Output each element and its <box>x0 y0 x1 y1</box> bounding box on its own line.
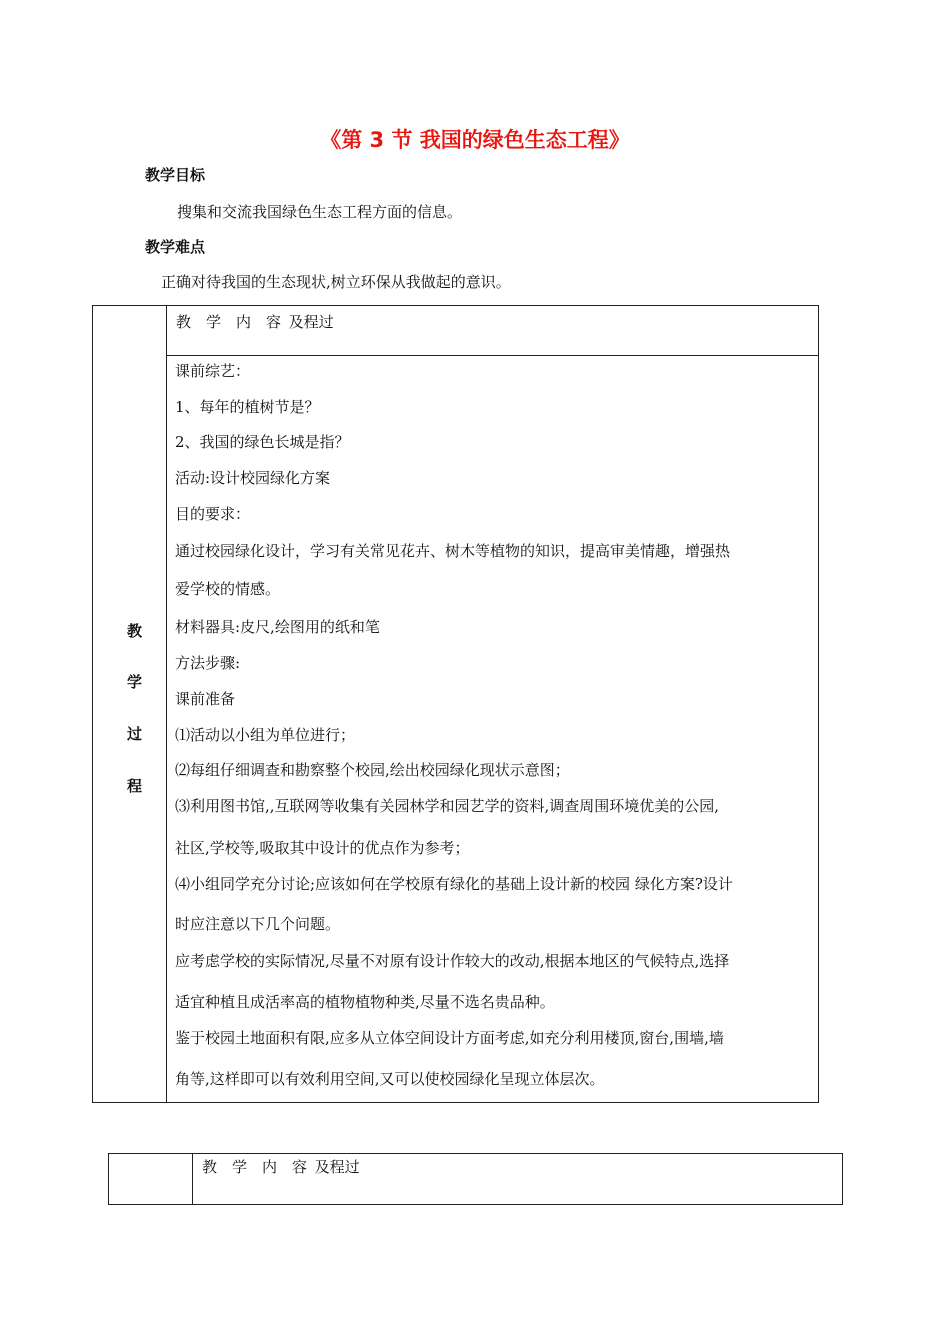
content-line: 时应注意以下几个问题。 <box>175 915 341 933</box>
table1-header <box>176 311 334 332</box>
content-line: 爱学校的情感。 <box>175 580 281 598</box>
table2-header <box>202 1156 360 1177</box>
content-line: 课前准备 <box>175 690 236 708</box>
header-word: 学 <box>232 1158 248 1176</box>
content-line: ⑵每组仔细调查和勘察整个校园,绘出校园绿化现状示意图； <box>175 761 570 779</box>
header-word: 及程过 <box>288 313 334 331</box>
content-line: 适宜种植且成活率高的植物植物种类,尽量不选名贵品种。 <box>175 993 555 1011</box>
content-line: 通过校园绿化设计，学习有关常见花卉、树木等植物的知识，提高审美情趣，增强热 <box>175 542 731 560</box>
content-line: 方法步骤: <box>175 654 241 672</box>
content-line: 角等,这样即可以有效利用空间,又可以使校园绿化呈现立体层次。 <box>175 1070 605 1088</box>
header-word: 教 <box>176 313 192 331</box>
content-line: 目的要求： <box>175 505 251 523</box>
content-line: ⑴活动以小组为单位进行； <box>175 726 356 744</box>
side-char: 程 <box>127 777 143 795</box>
side-char: 学 <box>127 673 143 691</box>
document-title: 《第 3 节 我国的绿色生态工程》 <box>320 128 630 152</box>
content-line: 1、每年的植树节是？ <box>175 398 320 416</box>
side-char: 教 <box>127 622 143 640</box>
header-word: 容 <box>266 313 282 331</box>
side-char: 过 <box>127 725 143 743</box>
content-line: 课前综艺： <box>175 362 251 380</box>
goal-heading: 教学目标 <box>145 166 206 184</box>
content-line: ⑷小组同学充分讨论;应该如何在学校原有绿化的基础上设计新的校园 绿化方案?设计 <box>175 875 733 893</box>
content-line: ⑶利用图书馆,,互联网等收集有关园林学和园艺学的资料,调查周围环境优美的公园, <box>175 797 720 815</box>
header-word: 学 <box>206 313 222 331</box>
content-line: 鉴于校园土地面积有限,应多从立体空间设计方面考虑,如充分利用楼顶,窗台,围墙,墙 <box>175 1029 724 1047</box>
content-line: 2、我国的绿色长城是指？ <box>175 433 350 451</box>
header-word: 内 <box>236 313 252 331</box>
content-line: 社区,学校等,吸取其中设计的优点作为参考； <box>175 839 470 857</box>
header-word: 容 <box>292 1158 308 1176</box>
content-line: 材料器具:皮尺,绘图用的纸和笔 <box>175 618 380 636</box>
table-column-divider <box>166 305 167 1103</box>
goal-text: 搜集和交流我国绿色生态工程方面的信息。 <box>177 203 463 221</box>
header-word: 及程过 <box>314 1158 360 1176</box>
content-line: 应考虑学校的实际情况,尽量不对原有设计作较大的改动,根据本地区的气候特点,选择 <box>175 952 730 970</box>
header-word: 内 <box>262 1158 278 1176</box>
table2-column-divider <box>192 1153 193 1205</box>
table-row-divider <box>166 355 819 356</box>
difficulty-text: 正确对待我国的生态现状,树立环保从我做起的意识。 <box>161 273 511 291</box>
difficulty-heading: 教学难点 <box>145 238 206 256</box>
header-word: 教 <box>202 1158 218 1176</box>
content-line: 活动:设计校园绿化方案 <box>175 469 331 487</box>
